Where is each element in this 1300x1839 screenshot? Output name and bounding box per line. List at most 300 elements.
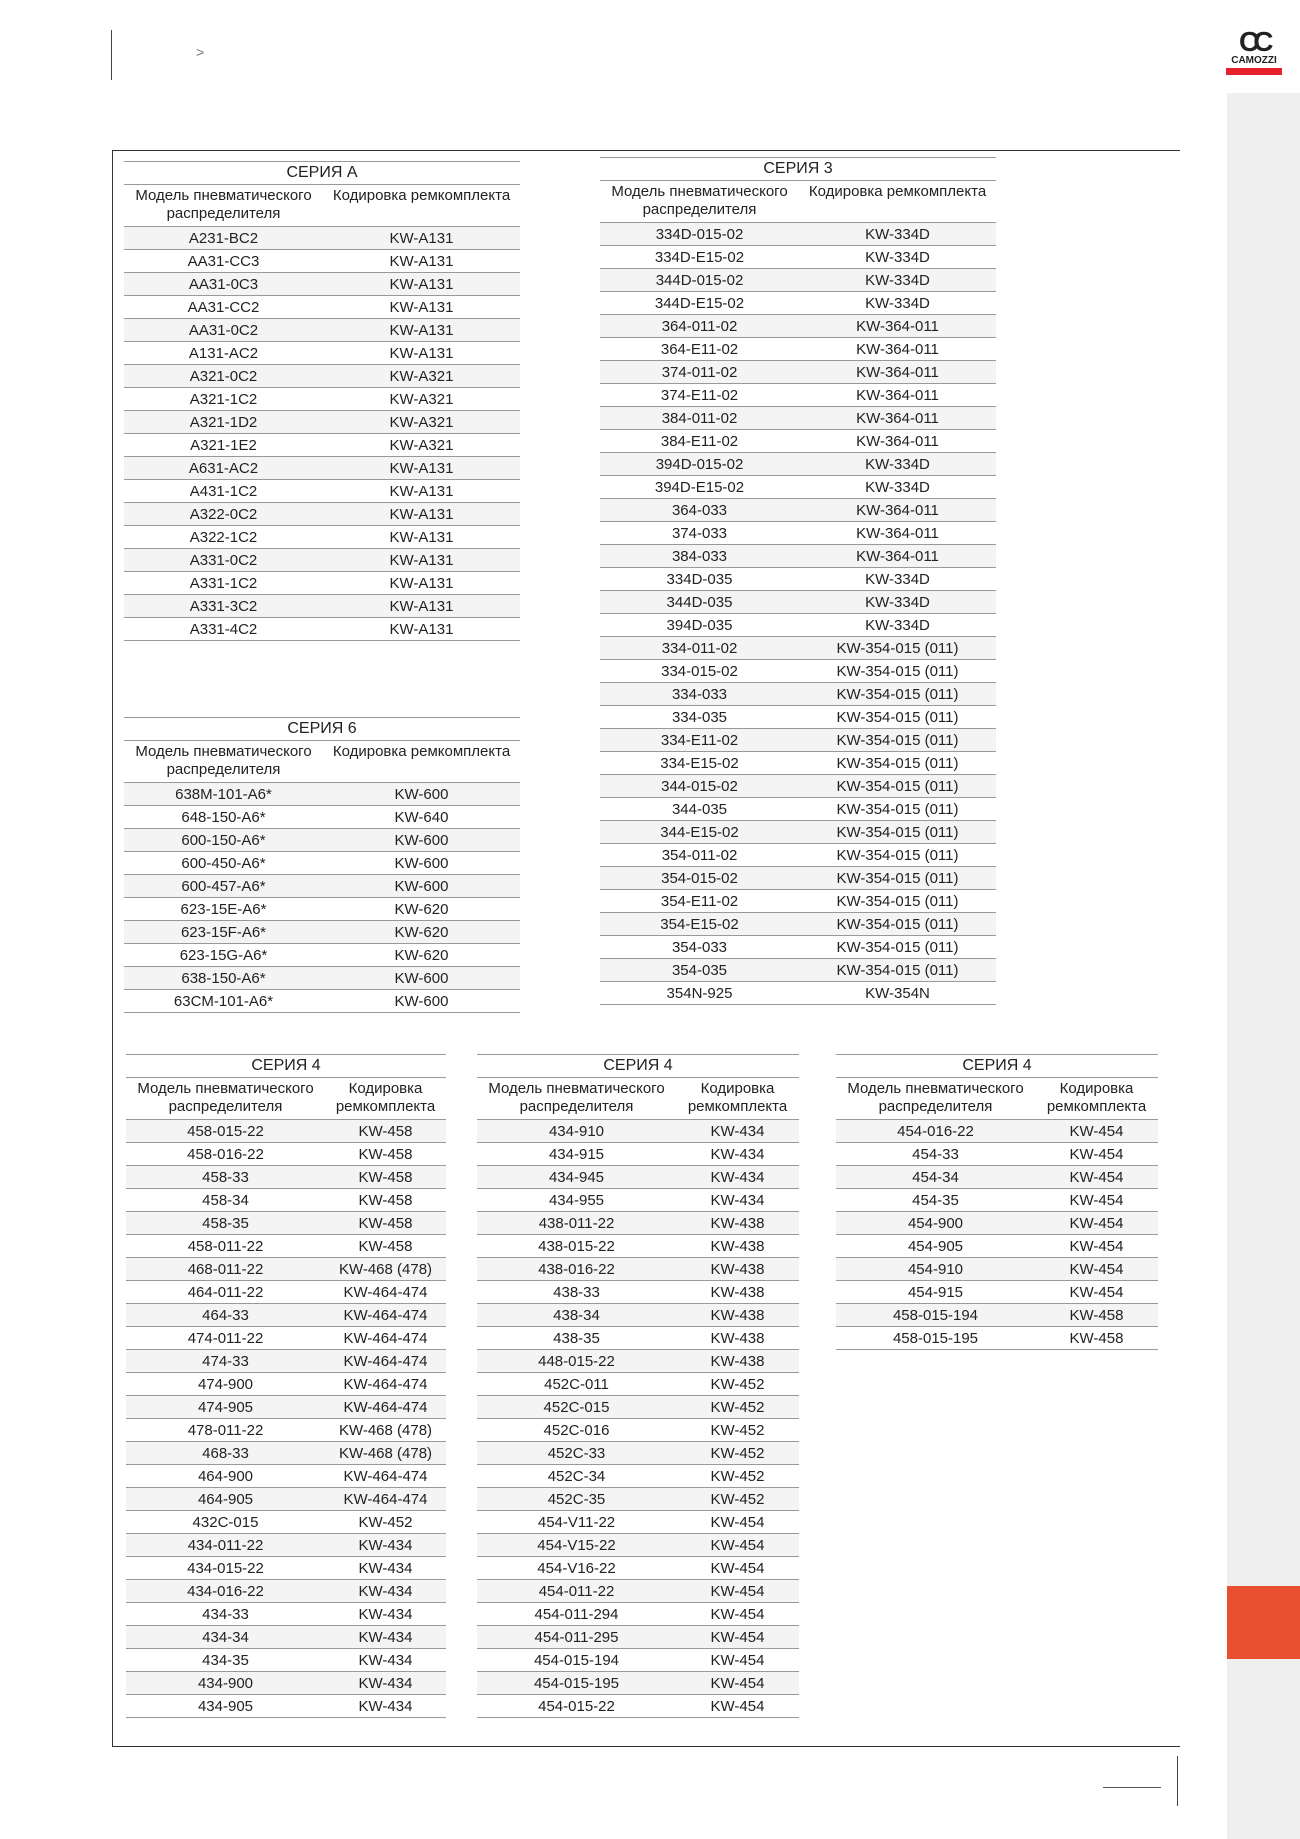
model-cell: 374-033 — [600, 522, 799, 545]
kit-code-cell: KW-454 — [676, 1580, 799, 1603]
table-row — [126, 1511, 446, 1534]
table-row — [124, 572, 520, 595]
table-row — [477, 1281, 799, 1304]
kit-code-cell: KW-334D — [799, 246, 996, 269]
table-row — [836, 1235, 1158, 1258]
kit-code-cell: KW-434 — [676, 1143, 799, 1166]
model-cell: 344-035 — [600, 798, 799, 821]
model-cell: A321-1D2 — [124, 411, 323, 434]
kit-code-cell: KW-438 — [676, 1212, 799, 1235]
kit-code-cell: KW-354-015 (011) — [799, 775, 996, 798]
kit-code-cell: KW-454 — [676, 1672, 799, 1695]
model-cell: 454-016-22 — [836, 1120, 1035, 1143]
model-cell: 454-011-294 — [477, 1603, 676, 1626]
table-row — [126, 1396, 446, 1419]
table-row — [600, 798, 996, 821]
kit-code-cell: KW-A131 — [323, 618, 520, 641]
content-bottom-rule — [112, 1746, 1180, 1747]
table-row — [477, 1649, 799, 1672]
table-row — [124, 549, 520, 572]
table-title: СЕРИЯ 4 — [477, 1055, 799, 1078]
model-cell: A231-BC2 — [124, 227, 323, 250]
table-row — [477, 1419, 799, 1442]
table-row — [600, 407, 996, 430]
model-cell: 452C-33 — [477, 1442, 676, 1465]
kit-code-cell: KW-454 — [1035, 1258, 1158, 1281]
table-row — [126, 1258, 446, 1281]
kit-code-cell: KW-354-015 (011) — [799, 844, 996, 867]
model-cell: 452C-015 — [477, 1396, 676, 1419]
kit-code-cell: KW-A321 — [323, 388, 520, 411]
model-cell: 458-33 — [126, 1166, 325, 1189]
kit-code-cell: KW-354-015 (011) — [799, 913, 996, 936]
kit-code-cell: KW-334D — [799, 476, 996, 499]
kit-code-cell: KW-A131 — [323, 250, 520, 273]
footer-divider — [1177, 1756, 1178, 1806]
table-row — [836, 1120, 1158, 1143]
table-row — [600, 315, 996, 338]
model-cell: 468-011-22 — [126, 1258, 325, 1281]
table-row — [600, 384, 996, 407]
kit-code-cell: KW-454 — [1035, 1235, 1158, 1258]
table-row — [126, 1649, 446, 1672]
column-header-kit: Кодировка ремкомплекта — [323, 741, 520, 783]
kit-code-cell: KW-334D — [799, 223, 996, 246]
kit-code-cell: KW-A131 — [323, 273, 520, 296]
kit-code-cell: KW-A131 — [323, 572, 520, 595]
kit-code-cell: KW-434 — [676, 1120, 799, 1143]
model-cell: A331-0C2 — [124, 549, 323, 572]
model-cell: A131-AC2 — [124, 342, 323, 365]
kit-code-cell: KW-454 — [676, 1626, 799, 1649]
kit-code-cell: KW-A131 — [323, 549, 520, 572]
kit-code-cell: KW-A131 — [323, 526, 520, 549]
kit-code-cell: KW-458 — [325, 1235, 446, 1258]
model-cell: 434-945 — [477, 1166, 676, 1189]
table-row — [126, 1419, 446, 1442]
kit-code-cell: KW-354-015 (011) — [799, 729, 996, 752]
model-cell: 454-015-195 — [477, 1672, 676, 1695]
model-cell: A322-0C2 — [124, 503, 323, 526]
table-series-4-part-2 — [477, 1054, 799, 1718]
kit-code-cell: KW-354-015 (011) — [799, 867, 996, 890]
model-cell: 63CM-101-A6* — [124, 990, 323, 1013]
kit-code-cell: KW-458 — [325, 1212, 446, 1235]
model-cell: 454-011-22 — [477, 1580, 676, 1603]
kit-code-cell: KW-454 — [1035, 1281, 1158, 1304]
kit-code-cell: KW-452 — [325, 1511, 446, 1534]
kit-code-cell: KW-A131 — [323, 319, 520, 342]
model-cell: 458-016-22 — [126, 1143, 325, 1166]
model-cell: 334-E15-02 — [600, 752, 799, 775]
kit-code-cell: KW-600 — [323, 783, 520, 806]
table-row — [477, 1143, 799, 1166]
model-cell: 374-011-02 — [600, 361, 799, 384]
table-series-3 — [600, 157, 996, 1005]
model-cell: 468-33 — [126, 1442, 325, 1465]
kit-code-cell: KW-600 — [323, 990, 520, 1013]
model-cell: 354-011-02 — [600, 844, 799, 867]
model-cell: 438-35 — [477, 1327, 676, 1350]
kit-code-cell: KW-A321 — [323, 434, 520, 457]
table-row — [477, 1557, 799, 1580]
model-cell: 334D-015-02 — [600, 223, 799, 246]
model-cell: 354-035 — [600, 959, 799, 982]
table-row — [126, 1373, 446, 1396]
table-row — [124, 990, 520, 1013]
model-cell: 354-E11-02 — [600, 890, 799, 913]
table-row — [600, 614, 996, 637]
model-cell: 464-33 — [126, 1304, 325, 1327]
table-row — [126, 1626, 446, 1649]
model-cell: 434-34 — [126, 1626, 325, 1649]
table-row — [477, 1304, 799, 1327]
kit-code-cell: KW-620 — [323, 921, 520, 944]
model-cell: 434-33 — [126, 1603, 325, 1626]
table-row — [124, 319, 520, 342]
model-cell: 334-035 — [600, 706, 799, 729]
table-series-6 — [124, 717, 520, 1013]
model-cell: 454-910 — [836, 1258, 1035, 1281]
kit-code-cell: KW-364-011 — [799, 384, 996, 407]
model-cell: 438-34 — [477, 1304, 676, 1327]
model-cell: 452C-34 — [477, 1465, 676, 1488]
table-row — [600, 338, 996, 361]
table-row — [126, 1120, 446, 1143]
table-body — [124, 227, 520, 641]
kit-code-cell: KW-434 — [325, 1695, 446, 1718]
model-cell: 452C-011 — [477, 1373, 676, 1396]
kit-code-cell: KW-438 — [676, 1258, 799, 1281]
table-row — [124, 898, 520, 921]
model-cell: A331-4C2 — [124, 618, 323, 641]
table-row — [126, 1143, 446, 1166]
camozzi-logo-mark-icon: CC — [1239, 26, 1268, 57]
model-cell: 454-015-194 — [477, 1649, 676, 1672]
kit-code-cell: KW-A131 — [323, 342, 520, 365]
kit-code-cell: KW-452 — [676, 1488, 799, 1511]
table-row — [600, 545, 996, 568]
model-cell: A321-1E2 — [124, 434, 323, 457]
model-cell: 454-011-295 — [477, 1626, 676, 1649]
model-cell: 384-011-02 — [600, 407, 799, 430]
table-row — [477, 1603, 799, 1626]
table-row — [600, 775, 996, 798]
kit-code-cell: KW-434 — [325, 1672, 446, 1695]
table-title: СЕРИЯ 6 — [124, 718, 520, 741]
table-body — [124, 783, 520, 1013]
model-cell: 458-015-195 — [836, 1327, 1035, 1350]
column-header-kit: Кодировка ремкомплекта — [325, 1078, 446, 1120]
kit-code-cell: KW-454 — [1035, 1166, 1158, 1189]
table-row — [477, 1235, 799, 1258]
kit-code-cell: KW-464-474 — [325, 1350, 446, 1373]
kit-code-cell: KW-354-015 (011) — [799, 798, 996, 821]
model-cell: 434-915 — [477, 1143, 676, 1166]
kit-code-cell: KW-354-015 (011) — [799, 637, 996, 660]
kit-code-cell: KW-468 (478) — [325, 1258, 446, 1281]
model-cell: 623-15F-A6* — [124, 921, 323, 944]
table-row — [124, 783, 520, 806]
kit-code-cell: KW-452 — [676, 1419, 799, 1442]
table-row — [126, 1695, 446, 1718]
kit-code-cell: KW-454 — [676, 1511, 799, 1534]
model-cell: 454-34 — [836, 1166, 1035, 1189]
kit-code-cell: KW-600 — [323, 875, 520, 898]
model-cell: AA31-0C3 — [124, 273, 323, 296]
table-body — [600, 223, 996, 1005]
column-header-kit: Кодировка ремкомплекта — [1035, 1078, 1158, 1120]
model-cell: 464-900 — [126, 1465, 325, 1488]
table-row — [124, 829, 520, 852]
model-cell: A331-3C2 — [124, 595, 323, 618]
kit-code-cell: KW-434 — [325, 1649, 446, 1672]
kit-code-cell: KW-A131 — [323, 227, 520, 250]
model-cell: 458-34 — [126, 1189, 325, 1212]
table-row — [600, 246, 996, 269]
model-cell: 474-011-22 — [126, 1327, 325, 1350]
kit-code-cell: KW-364-011 — [799, 430, 996, 453]
model-cell: 394D-035 — [600, 614, 799, 637]
table-row — [477, 1580, 799, 1603]
model-cell: 454-915 — [836, 1281, 1035, 1304]
kit-code-cell: KW-452 — [676, 1396, 799, 1419]
table-row — [124, 250, 520, 273]
model-cell: A431-1C2 — [124, 480, 323, 503]
table-row — [477, 1189, 799, 1212]
kit-code-cell: KW-364-011 — [799, 407, 996, 430]
table-row — [126, 1603, 446, 1626]
content-left-rule — [112, 150, 113, 1747]
column-header-kit: Кодировка ремкомплекта — [799, 181, 996, 223]
model-cell: 452C-016 — [477, 1419, 676, 1442]
table-row — [477, 1442, 799, 1465]
kit-code-cell: KW-464-474 — [325, 1327, 446, 1350]
breadcrumb-separator: > — [196, 44, 205, 60]
table-row — [477, 1511, 799, 1534]
table-row — [477, 1465, 799, 1488]
table-row — [477, 1166, 799, 1189]
kit-code-cell: KW-640 — [323, 806, 520, 829]
table-row — [126, 1235, 446, 1258]
kit-code-cell: KW-A321 — [323, 365, 520, 388]
kit-code-cell: KW-354-015 (011) — [799, 959, 996, 982]
kit-code-cell: KW-364-011 — [799, 338, 996, 361]
table-row — [600, 269, 996, 292]
table-body — [477, 1120, 799, 1718]
model-cell: 454-35 — [836, 1189, 1035, 1212]
kit-code-cell: KW-464-474 — [325, 1465, 446, 1488]
kit-code-cell: KW-458 — [325, 1143, 446, 1166]
model-cell: 354-E15-02 — [600, 913, 799, 936]
model-cell: 454-V11-22 — [477, 1511, 676, 1534]
kit-code-cell: KW-454 — [676, 1649, 799, 1672]
model-cell: 623-15E-A6* — [124, 898, 323, 921]
kit-code-cell: KW-A321 — [323, 411, 520, 434]
kit-code-cell: KW-620 — [323, 944, 520, 967]
table-row — [126, 1580, 446, 1603]
model-cell: 623-15G-A6* — [124, 944, 323, 967]
model-cell: 638-150-A6* — [124, 967, 323, 990]
model-cell: 334-033 — [600, 683, 799, 706]
model-cell: 454-905 — [836, 1235, 1035, 1258]
kit-code-cell: KW-600 — [323, 967, 520, 990]
table-row — [836, 1304, 1158, 1327]
model-cell: 374-E11-02 — [600, 384, 799, 407]
kit-code-cell: KW-458 — [325, 1166, 446, 1189]
table-row — [836, 1143, 1158, 1166]
table-row — [600, 706, 996, 729]
kit-code-cell: KW-464-474 — [325, 1373, 446, 1396]
kit-code-cell: KW-464-474 — [325, 1488, 446, 1511]
table-row — [600, 522, 996, 545]
model-cell: 364-011-02 — [600, 315, 799, 338]
column-header-model: Модель пневматического распределителя — [126, 1078, 325, 1120]
model-cell: 474-905 — [126, 1396, 325, 1419]
kit-code-cell: KW-620 — [323, 898, 520, 921]
kit-code-cell: KW-454 — [1035, 1212, 1158, 1235]
table-row — [124, 227, 520, 250]
kit-code-cell: KW-454 — [676, 1695, 799, 1718]
model-cell: 454-V15-22 — [477, 1534, 676, 1557]
table-row — [600, 499, 996, 522]
model-cell: 394D-E15-02 — [600, 476, 799, 499]
table-row — [600, 959, 996, 982]
camozzi-logo — [1226, 28, 1282, 76]
column-header-model: Модель пневматического распределителя — [124, 185, 323, 227]
table-series-4-part-3 — [836, 1054, 1158, 1350]
table-row — [600, 913, 996, 936]
kit-code-cell: KW-354-015 (011) — [799, 660, 996, 683]
header-divider — [111, 30, 112, 80]
model-cell: 384-E11-02 — [600, 430, 799, 453]
table-row — [477, 1212, 799, 1235]
table-row — [126, 1327, 446, 1350]
model-cell: 344D-035 — [600, 591, 799, 614]
kit-code-cell: KW-354-015 (011) — [799, 936, 996, 959]
kit-code-cell: KW-334D — [799, 568, 996, 591]
table-title: СЕРИЯ 4 — [836, 1055, 1158, 1078]
kit-code-cell: KW-454 — [1035, 1143, 1158, 1166]
table-row — [124, 967, 520, 990]
kit-code-cell: KW-364-011 — [799, 522, 996, 545]
model-cell: 600-457-A6* — [124, 875, 323, 898]
kit-code-cell: KW-A131 — [323, 296, 520, 319]
model-cell: A321-1C2 — [124, 388, 323, 411]
model-cell: 434-905 — [126, 1695, 325, 1718]
table-row — [600, 982, 996, 1005]
table-row — [124, 434, 520, 457]
kit-code-cell: KW-A131 — [323, 457, 520, 480]
table-row — [477, 1534, 799, 1557]
table-row — [836, 1258, 1158, 1281]
model-cell: AA31-CC3 — [124, 250, 323, 273]
table-row — [836, 1281, 1158, 1304]
table-row — [124, 457, 520, 480]
kit-code-cell: KW-452 — [676, 1442, 799, 1465]
table-row — [477, 1350, 799, 1373]
kit-code-cell: KW-454 — [676, 1603, 799, 1626]
table-row — [600, 844, 996, 867]
model-cell: 434-011-22 — [126, 1534, 325, 1557]
table-row — [126, 1557, 446, 1580]
table-row — [600, 683, 996, 706]
model-cell: 354-015-02 — [600, 867, 799, 890]
table-row — [600, 752, 996, 775]
kit-code-cell: KW-452 — [676, 1373, 799, 1396]
kit-code-cell: KW-452 — [676, 1465, 799, 1488]
table-row — [126, 1166, 446, 1189]
table-row — [124, 806, 520, 829]
table-row — [126, 1465, 446, 1488]
model-cell: 600-450-A6* — [124, 852, 323, 875]
kit-code-cell: KW-600 — [323, 852, 520, 875]
kit-code-cell: KW-354N — [799, 982, 996, 1005]
model-cell: 364-033 — [600, 499, 799, 522]
model-cell: 438-011-22 — [477, 1212, 676, 1235]
model-cell: AA31-CC2 — [124, 296, 323, 319]
model-cell: 638M-101-A6* — [124, 783, 323, 806]
model-cell: 454-015-22 — [477, 1695, 676, 1718]
table-row — [124, 296, 520, 319]
table-row — [126, 1442, 446, 1465]
model-cell: 354N-925 — [600, 982, 799, 1005]
kit-code-cell: KW-464-474 — [325, 1281, 446, 1304]
kit-code-cell: KW-458 — [325, 1120, 446, 1143]
model-cell: 344D-015-02 — [600, 269, 799, 292]
table-body — [126, 1120, 446, 1718]
table-row — [124, 503, 520, 526]
kit-code-cell: KW-434 — [325, 1626, 446, 1649]
model-cell: 344D-E15-02 — [600, 292, 799, 315]
table-row — [126, 1281, 446, 1304]
column-header-model: Модель пневматического распределителя — [124, 741, 323, 783]
model-cell: 434-955 — [477, 1189, 676, 1212]
table-row — [126, 1672, 446, 1695]
model-cell: 454-33 — [836, 1143, 1035, 1166]
section-tab-marker[interactable] — [1227, 1586, 1300, 1659]
kit-code-cell: KW-364-011 — [799, 315, 996, 338]
kit-code-cell: KW-A131 — [323, 480, 520, 503]
table-row — [124, 342, 520, 365]
kit-code-cell: KW-600 — [323, 829, 520, 852]
kit-code-cell: KW-464-474 — [325, 1396, 446, 1419]
kit-code-cell: KW-434 — [325, 1580, 446, 1603]
table-row — [600, 936, 996, 959]
table-row — [124, 944, 520, 967]
model-cell: 464-011-22 — [126, 1281, 325, 1304]
model-cell: 454-V16-22 — [477, 1557, 676, 1580]
model-cell: 364-E11-02 — [600, 338, 799, 361]
model-cell: 458-35 — [126, 1212, 325, 1235]
kit-code-cell: KW-434 — [325, 1557, 446, 1580]
model-cell: 334-011-02 — [600, 637, 799, 660]
kit-code-cell: KW-A131 — [323, 503, 520, 526]
kit-code-cell: KW-454 — [676, 1534, 799, 1557]
table-row — [124, 618, 520, 641]
table-row — [124, 411, 520, 434]
table-row — [477, 1327, 799, 1350]
model-cell: 648-150-A6* — [124, 806, 323, 829]
table-row — [477, 1672, 799, 1695]
model-cell: 454-900 — [836, 1212, 1035, 1235]
table-row — [600, 591, 996, 614]
content-top-rule — [112, 150, 1180, 151]
model-cell: A331-1C2 — [124, 572, 323, 595]
table-body — [836, 1120, 1158, 1350]
model-cell: 334D-E15-02 — [600, 246, 799, 269]
kit-code-cell: KW-458 — [1035, 1327, 1158, 1350]
